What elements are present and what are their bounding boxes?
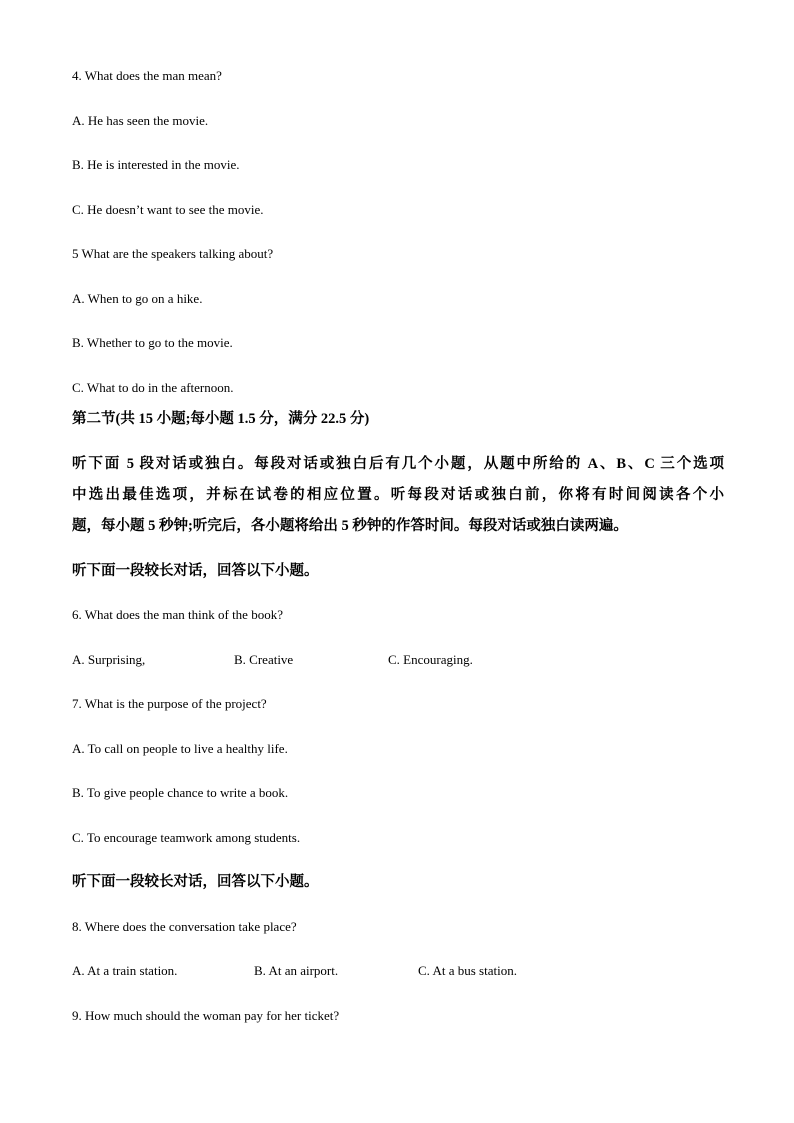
section-2-heading: 第二节(共 15 小题;每小题 1.5 分，满分 22.5 分) — [72, 411, 370, 427]
question-8: 8. Where does the conversation take place? — [72, 919, 297, 934]
question-4-option-a: A. He has seen the movie. — [72, 113, 209, 128]
question-7-option-c: C. To encourage teamwork among students. — [72, 830, 301, 845]
question-6-option-a: A. Surprising, — [72, 652, 146, 667]
question-7: 7. What is the purpose of the project? — [72, 696, 267, 711]
question-4-option-c: C. He doesn’t want to see the movie. — [72, 202, 264, 217]
question-5-option-a: A. When to go on a hike. — [72, 291, 203, 306]
question-5: 5 What are the speakers talking about? — [72, 246, 274, 261]
section-2-instructions-line-2: 中选出最佳选项，并标在试卷的相应位置。听每段对话或独白前，你将有时间阅读各个小 — [72, 487, 724, 503]
question-7-option-a: A. To call on people to live a healthy life. — [72, 741, 288, 756]
question-6-option-c: C. Encouraging. — [388, 652, 473, 667]
question-9: 9. How much should the woman pay for her ticket? — [72, 1008, 340, 1023]
section-2-instructions-line-1: 听下面 5 段对话或独白。每段对话或独白后有几个小题，从题中所给的 A、B、C 三个选项 — [72, 456, 724, 472]
dialogue-2-intro: 听下面一段较长对话，回答以下小题。 — [72, 874, 319, 890]
question-8-option-b: B. At an airport. — [254, 963, 339, 978]
question-6-option-b: B. Creative — [234, 652, 294, 667]
dialogue-1-intro: 听下面一段较长对话，回答以下小题。 — [72, 563, 319, 579]
question-7-option-b: B. To give people chance to write a book. — [72, 785, 289, 800]
question-8-option-a: A. At a train station. — [72, 963, 178, 978]
section-2-instructions-line-3: 题，每小题 5 秒钟;听完后，各小题将给出 5 秒钟的作答时间。每段对话或独白读两遍。 — [72, 518, 628, 534]
question-4-option-b: B. He is interested in the movie. — [72, 157, 240, 172]
question-5-option-b: B. Whether to go to the movie. — [72, 335, 233, 350]
question-5-option-c: C. What to do in the afternoon. — [72, 380, 234, 395]
question-4: 4. What does the man mean? — [72, 68, 222, 83]
question-8-option-c: C. At a bus station. — [418, 963, 517, 978]
question-6: 6. What does the man think of the book? — [72, 607, 283, 622]
